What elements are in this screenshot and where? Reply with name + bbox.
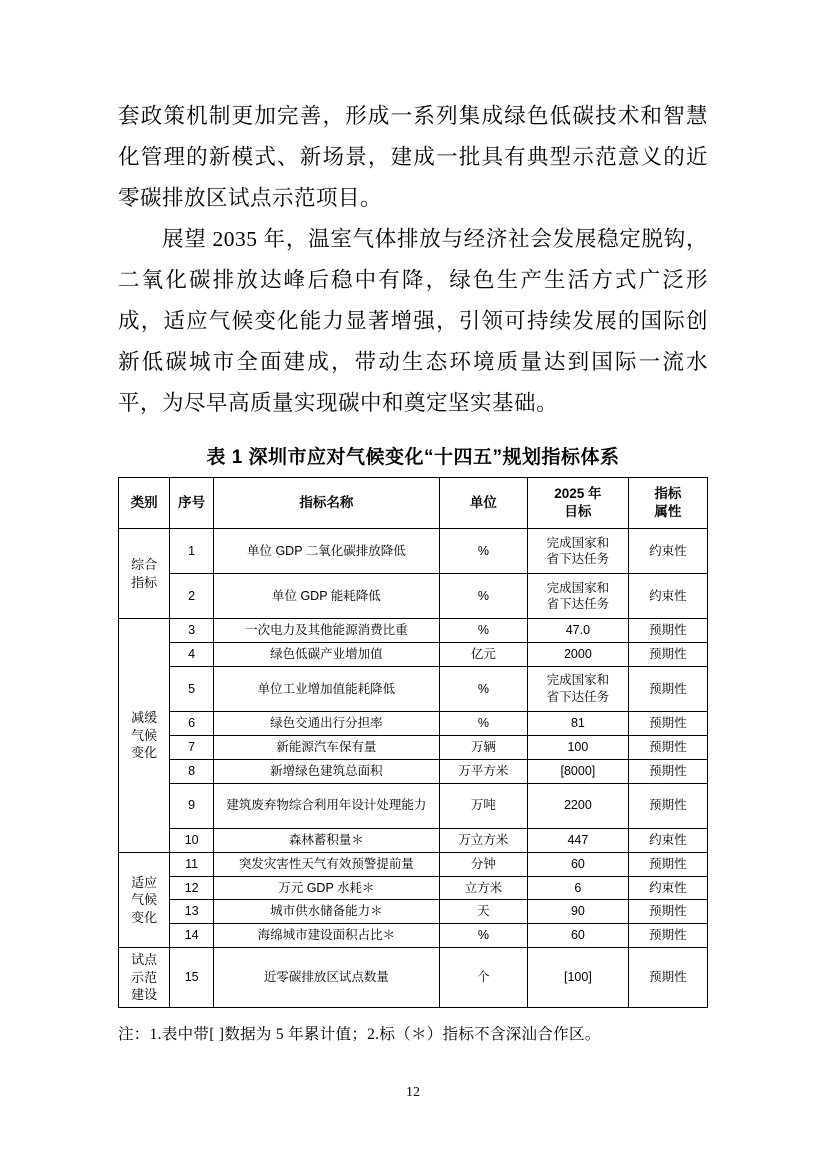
paragraph-1: 套政策机制更加完善，形成一系列集成绿色低碳技术和智慧化管理的新模式、新场景，建成一批具有典型示范意义的近零碳排放区试点示范项目。: [118, 104, 708, 210]
row-indicator-name: 一次电力及其他能源消费比重: [214, 619, 440, 643]
row-indicator-name: 近零碳排放区试点数量: [214, 948, 440, 1008]
row-attribute: 预期性: [628, 759, 707, 783]
row-attribute: 约束性: [628, 876, 707, 900]
table-note: 注：1.表中带[ ]数据为 5 年累计值；2.标（＊）指标不含深汕合作区。: [118, 1025, 601, 1043]
table-row: [119, 900, 708, 924]
header-name: 指标名称: [214, 478, 440, 529]
row-unit: %: [439, 619, 527, 643]
row-indicator-name: 新增绿色建筑总面积: [214, 759, 440, 783]
row-number: 15: [170, 948, 214, 1008]
row-target-line2: 省下达任务: [546, 552, 610, 567]
row-target: 47.0: [528, 619, 629, 643]
row-attribute: 预期性: [628, 852, 707, 876]
row-indicator-name: 绿色低碳产业增加值: [214, 643, 440, 667]
row-indicator-name: 城市供水储备能力＊: [214, 900, 440, 924]
row-attribute: 预期性: [628, 924, 707, 948]
row-unit: 万平方米: [439, 759, 527, 783]
row-target: [528, 574, 629, 619]
row-target: 60: [528, 852, 629, 876]
row-target-line1: 完成国家和: [546, 580, 610, 595]
category-line1: 试点: [131, 952, 158, 968]
table-row: [119, 828, 708, 852]
row-indicator-name: 单位工业增加值能耗降低: [214, 667, 440, 712]
table-row: [119, 783, 708, 828]
table-row: [119, 852, 708, 876]
row-attribute: 预期性: [628, 667, 707, 712]
row-attribute: 预期性: [628, 619, 707, 643]
row-target-line2: 省下达任务: [546, 690, 610, 705]
row-target: 60: [528, 924, 629, 948]
category-line3: 变化: [131, 909, 158, 925]
category-line1: 减缓: [131, 710, 158, 726]
row-number: 13: [170, 900, 214, 924]
row-attribute: 约束性: [628, 828, 707, 852]
row-number: 5: [170, 667, 214, 712]
row-number: 12: [170, 876, 214, 900]
row-number: 6: [170, 712, 214, 736]
row-number: 4: [170, 643, 214, 667]
header-attribute-line2: 属性: [654, 504, 682, 520]
row-target: [528, 529, 629, 574]
row-unit: %: [439, 924, 527, 948]
category-line2: 示范: [131, 969, 158, 985]
table-row: [119, 948, 708, 1008]
header-target-line1: 2025 年: [554, 486, 602, 501]
table-row: [119, 643, 708, 667]
row-target: 2200: [528, 783, 629, 828]
header-category: 类别: [119, 478, 170, 529]
row-number: 8: [170, 759, 214, 783]
category-cell-comprehensive: [119, 529, 170, 619]
row-target-line2: 省下达任务: [546, 597, 610, 612]
row-unit: 立方米: [439, 876, 527, 900]
row-target-line1: 完成国家和: [546, 673, 610, 688]
row-target-line1: 完成国家和: [546, 535, 610, 550]
row-number: 7: [170, 736, 214, 760]
category-cell-adaptation: [119, 852, 170, 948]
row-indicator-name: 单位 GDP 二氧化碳排放降低: [214, 529, 440, 574]
row-attribute: 预期性: [628, 783, 707, 828]
page-number: 12: [406, 1085, 420, 1100]
row-number: 2: [170, 574, 214, 619]
header-target-line2: 目标: [564, 504, 592, 520]
table-header-row: [119, 478, 708, 529]
row-target: [100]: [528, 948, 629, 1008]
category-line2: 指标: [131, 574, 158, 590]
header-number: 序号: [170, 478, 214, 529]
row-target: 90: [528, 900, 629, 924]
row-indicator-name: 海绵城市建设面积占比＊: [214, 924, 440, 948]
row-target: 81: [528, 712, 629, 736]
row-attribute: 预期性: [628, 736, 707, 760]
indicator-table: [118, 477, 708, 1008]
category-line1: 综合: [131, 557, 158, 573]
category-line1: 适应: [131, 874, 158, 890]
row-unit: 万辆: [439, 736, 527, 760]
table-row: [119, 759, 708, 783]
table-row: [119, 667, 708, 712]
row-unit: 亿元: [439, 643, 527, 667]
row-number: 3: [170, 619, 214, 643]
row-attribute: 约束性: [628, 574, 707, 619]
table-row: [119, 924, 708, 948]
row-target: 6: [528, 876, 629, 900]
row-number: 10: [170, 828, 214, 852]
table-row: [119, 529, 708, 574]
row-target: 447: [528, 828, 629, 852]
row-number: 11: [170, 852, 214, 876]
category-line2: 气候: [131, 727, 158, 743]
row-unit: 万吨: [439, 783, 527, 828]
category-cell-mitigation: [119, 619, 170, 852]
row-target: [528, 667, 629, 712]
row-attribute: 预期性: [628, 900, 707, 924]
row-attribute: 预期性: [628, 643, 707, 667]
category-line3: 建设: [131, 987, 158, 1003]
row-unit: %: [439, 667, 527, 712]
row-indicator-name: 建筑废弃物综合利用年设计处理能力: [214, 783, 440, 828]
row-indicator-name: 新能源汽车保有量: [214, 736, 440, 760]
row-number: 9: [170, 783, 214, 828]
table-row: [119, 876, 708, 900]
table-row: [119, 619, 708, 643]
row-unit: %: [439, 712, 527, 736]
header-target: [528, 478, 629, 529]
category-cell-pilot: [119, 948, 170, 1008]
category-line2: 气候: [131, 892, 158, 908]
row-indicator-name: 万元 GDP 水耗＊: [214, 876, 440, 900]
paragraph-2: 展望 2035 年，温室气体排放与经济社会发展稳定脱钩，二氧化碳排放达峰后稳中有降，绿色生产生活方式广泛形成，适应气候变化能力显著增强，引领可持续发展的国际创新低碳城市全面建成，带动生态环境质量达到国际一流水平，为尽早高质量实现碳中和奠定坚实基础。: [118, 227, 708, 415]
table-title: 表 1 深圳市应对气候变化“十四五”规划指标体系: [206, 447, 620, 468]
row-unit: 分钟: [439, 852, 527, 876]
table-header: [119, 478, 708, 529]
row-indicator-name: 绿色交通出行分担率: [214, 712, 440, 736]
row-attribute: 预期性: [628, 948, 707, 1008]
row-unit: 万立方米: [439, 828, 527, 852]
table-row: [119, 736, 708, 760]
category-line3: 变化: [131, 745, 158, 761]
row-attribute: 预期性: [628, 712, 707, 736]
table-body: [119, 529, 708, 1007]
header-unit: 单位: [439, 478, 527, 529]
row-target: [8000]: [528, 759, 629, 783]
row-indicator-name: 单位 GDP 能耗降低: [214, 574, 440, 619]
row-number: 1: [170, 529, 214, 574]
row-number: 14: [170, 924, 214, 948]
row-unit: 个: [439, 948, 527, 1008]
table-row: [119, 712, 708, 736]
table-row: [119, 574, 708, 619]
row-indicator-name: 森林蓄积量＊: [214, 828, 440, 852]
row-unit: 天: [439, 900, 527, 924]
header-attribute-line1: 指标: [654, 486, 682, 501]
row-target: 100: [528, 736, 629, 760]
row-target: 2000: [528, 643, 629, 667]
row-unit: %: [439, 529, 527, 574]
row-unit: %: [439, 574, 527, 619]
row-indicator-name: 突发灾害性天气有效预警提前量: [214, 852, 440, 876]
header-attribute: [628, 478, 707, 529]
row-attribute: 约束性: [628, 529, 707, 574]
